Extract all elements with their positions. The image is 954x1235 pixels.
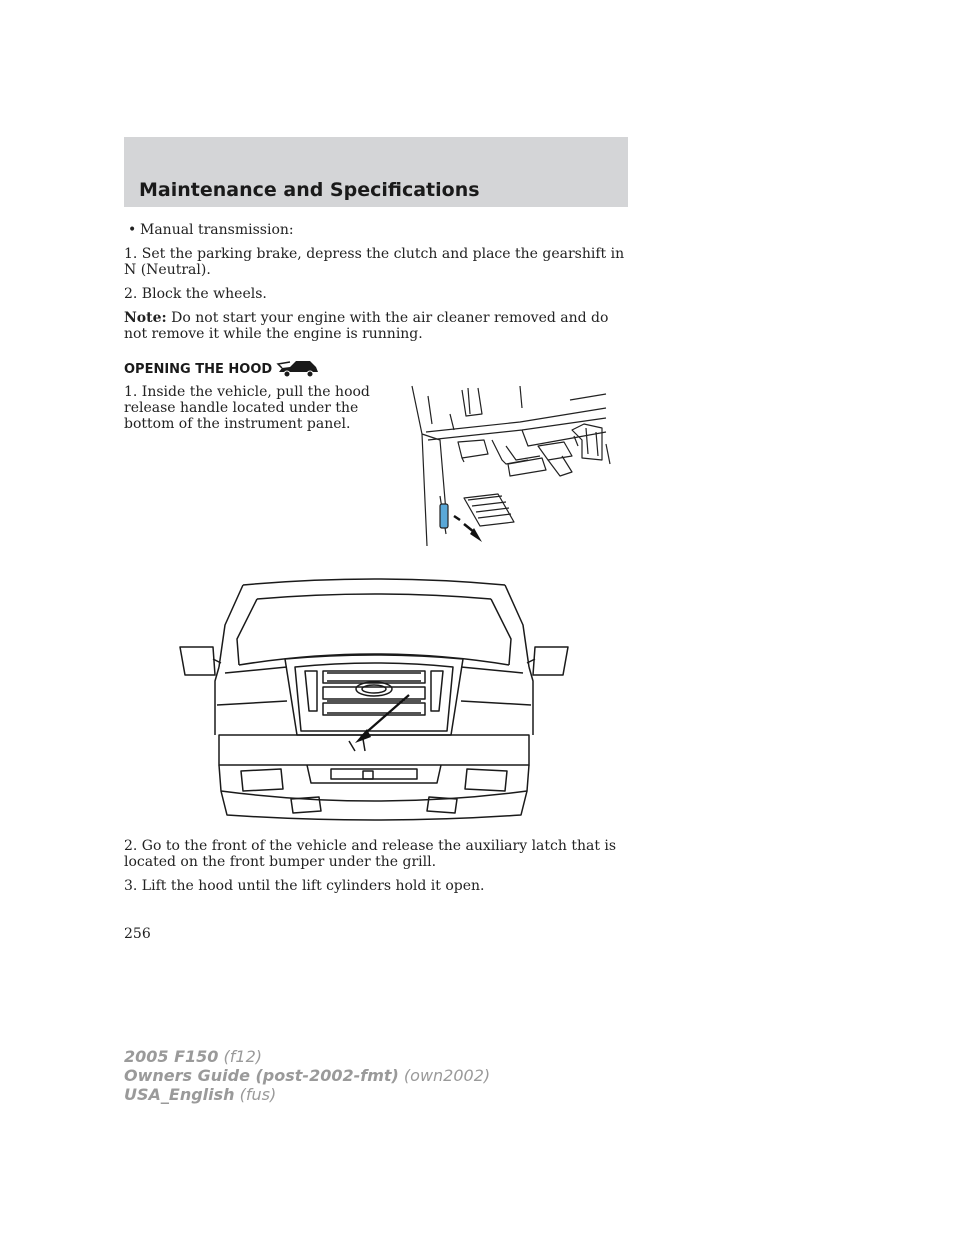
bullet-icon: •	[128, 222, 137, 238]
footer-line	[124, 1047, 490, 1066]
step-text: 2. Block the wheels.	[124, 286, 267, 302]
car-hood-open-icon	[276, 359, 320, 379]
footer-guide: Owners Guide (post-2002-fmt)	[124, 1066, 399, 1085]
footer-language: USA_English	[124, 1085, 235, 1104]
footer-line	[124, 1085, 490, 1104]
footer-model: 2005 F150	[124, 1047, 219, 1066]
step-text: 2. Go to the front of the vehicle and release the auxiliary latch that is located on the front bumper under the grill.	[124, 838, 617, 870]
section-header-band	[124, 137, 628, 207]
step-text: 1. Set the parking brake, depress the clutch and place the gearshift in N (Neutral).	[124, 246, 625, 278]
bullet-text: Manual transmission:	[140, 222, 294, 238]
footer-line	[124, 1066, 490, 1085]
note-text: Do not start your engine with the air cleaner removed and do not remove it while the engine is running.	[124, 310, 609, 342]
step-text: 1. Inside the vehicle, pull the hood release handle located under the bottom of the instrument panel.	[124, 384, 370, 432]
hood-release-illustration	[410, 384, 615, 549]
footer-model-code: (f12)	[223, 1047, 263, 1066]
page-number: 256	[124, 926, 151, 942]
section-heading-text: OPENING THE HOOD	[124, 361, 273, 377]
note-label: Note:	[124, 310, 167, 326]
bullet-item	[124, 222, 628, 238]
truck-front-illustration	[177, 575, 573, 823]
footer-guide-code: (own2002)	[403, 1066, 491, 1085]
note-paragraph	[124, 310, 628, 342]
section-title: Maintenance and Specifications	[139, 179, 480, 201]
section-heading	[124, 359, 320, 379]
document-footer	[124, 1047, 490, 1104]
step-text: 3. Lift the hood until the lift cylinders hold it open.	[124, 878, 485, 894]
footer-language-code: (fus)	[239, 1085, 277, 1104]
